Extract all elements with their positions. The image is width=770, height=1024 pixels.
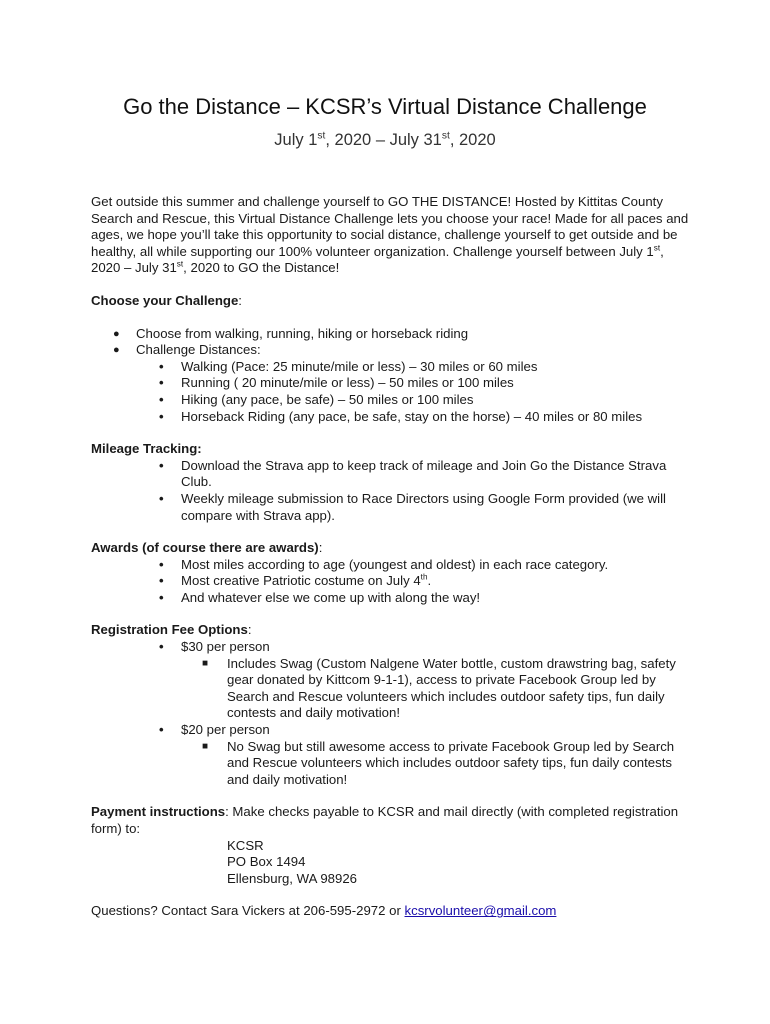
- distance-running: Running ( 20 minute/mile or less) – 50 miles or 100 miles: [181, 375, 514, 391]
- address-line: KCSR: [227, 837, 264, 853]
- list-item-text: Most miles according to age (youngest and oldest) in each race category.: [181, 556, 609, 572]
- fees-list: [91, 722, 691, 739]
- bullet-icon: ●: [113, 344, 120, 357]
- contact-line: [91, 903, 691, 920]
- list-item-text: Weekly mileage submission to Race Directors using Google Form provided (we will compare with Strava app).: [181, 490, 666, 523]
- fees-heading: Registration Fee Options:: [91, 622, 252, 638]
- list-item-text: Choose from walking, running, hiking or horseback riding: [136, 325, 469, 341]
- list-item: [91, 458, 691, 491]
- distance-list: [91, 359, 691, 425]
- intro-sup-1: st: [653, 243, 661, 253]
- fee-detail-list: [91, 739, 691, 789]
- tracking-heading: Mileage Tracking:: [91, 441, 202, 457]
- list-item: [91, 491, 691, 524]
- page-title: Go the Distance – KCSR’s Virtual Distance Challenge: [123, 94, 647, 119]
- content: [91, 194, 691, 920]
- tracking-list: [91, 458, 691, 524]
- list-item: [91, 342, 691, 359]
- distance-hiking: Hiking (any pace, be safe) – 50 miles or 100 miles: [181, 391, 474, 407]
- date-end: , 2020: [449, 131, 496, 149]
- list-item: [91, 359, 691, 376]
- awards-heading: Awards (of course there are awards):: [91, 540, 323, 556]
- bullet-icon: •: [159, 391, 164, 407]
- list-item: [91, 722, 691, 739]
- bullet-icon: •: [159, 589, 164, 605]
- bullet-icon: •: [159, 408, 164, 424]
- date-mid: , 2020 – July 31: [325, 131, 442, 149]
- bullet-icon: ●: [113, 327, 120, 340]
- intro-text-2: , 2020 – July 31: [91, 243, 664, 276]
- date-range: [0, 130, 770, 150]
- list-item: [91, 573, 691, 590]
- email-link[interactable]: kcsrvolunteer@gmail.com: [404, 903, 557, 919]
- address-line: PO Box 1494: [227, 854, 306, 870]
- intro-paragraph: [91, 194, 691, 277]
- fee-option-30: $30 per person: [181, 639, 270, 655]
- fee-option-20: $20 per person: [181, 722, 270, 738]
- challenge-list: [91, 326, 691, 359]
- contact-text: Questions? Contact Sara Vickers at 206-595-2972 or: [91, 903, 405, 919]
- date-end-suffix: st: [441, 130, 450, 142]
- bullet-icon: •: [159, 490, 164, 506]
- distance-walking: Walking (Pace: 25 minute/mile or less) – 30 miles or 60 miles: [181, 358, 538, 374]
- bullet-icon: •: [159, 375, 164, 391]
- mailing-address: [91, 838, 691, 888]
- payment-instructions: [91, 804, 691, 837]
- list-item-text: And whatever else we come up with along the way!: [181, 589, 481, 605]
- payment-text: : Make checks payable to KCSR and mail directly (with completed registration form) to:: [91, 804, 679, 836]
- list-item-text: Challenge Distances:: [136, 342, 261, 358]
- address-line: Ellensburg, WA 98926: [227, 870, 358, 886]
- challenge-heading: Choose your Challenge:: [91, 292, 242, 308]
- list-item: [91, 409, 691, 426]
- square-bullet-icon: ■: [202, 657, 209, 669]
- list-item: [91, 739, 691, 789]
- list-item: [91, 590, 691, 607]
- square-bullet-icon: ■: [202, 740, 209, 752]
- payment-label: Payment instructions: [91, 804, 226, 820]
- list-item: [91, 557, 691, 574]
- ordinal-suffix: th: [420, 572, 428, 582]
- bullet-icon: •: [159, 556, 164, 572]
- intro-text-1: Get outside this summer and challenge yourself to GO THE DISTANCE! Hosted by Kittitas County Search and Rescue, this Virtual Distance Challenge lets you choose your race! Made for all paces and ages, we hope you’ll take this opportunity to social distance, challenge yourself to get outside and be healthy, all while supporting our 100% volunteer organization. Challenge yourself between July 1: [91, 194, 689, 259]
- bullet-icon: •: [159, 358, 164, 374]
- distance-horseback: Horseback Riding (any pace, be safe, stay on the horse) – 40 miles or 80 miles: [181, 408, 643, 424]
- list-item: [91, 392, 691, 409]
- intro-sup-2: st: [176, 259, 184, 269]
- list-item: [91, 639, 691, 656]
- fee-option-30-detail: Includes Swag (Custom Nalgene Water bottle, custom drawstring bag, safety gear donated by Kittcom 9-1-1), access to private Facebook Group led by Search and Rescue volunteers which includes outdoor safety tips, fun daily contests and daily motivation!: [227, 655, 676, 721]
- awards-list: [91, 557, 691, 607]
- list-item-text: Download the Strava app to keep track of mileage and Join Go the Distance Strava Club.: [181, 457, 667, 490]
- bullet-icon: •: [159, 639, 164, 655]
- list-item: [91, 375, 691, 392]
- fee-detail-list: [91, 656, 691, 722]
- bullet-icon: •: [159, 457, 164, 473]
- list-item-end: .: [427, 573, 432, 589]
- list-item-text: Most creative Patriotic costume on July 4: [181, 573, 421, 589]
- bullet-icon: •: [159, 722, 164, 738]
- fee-option-20-detail: No Swag but still awesome access to private Facebook Group led by Search and Rescue volunteers which includes outdoor safety tips, fun daily contests and daily motivation!: [227, 738, 675, 787]
- list-item: [91, 656, 691, 722]
- list-item: [91, 326, 691, 343]
- bullet-icon: •: [159, 573, 164, 589]
- awards-heading-text: Awards (of course there are awards): [91, 540, 319, 556]
- challenge-heading-text: Choose your Challenge: [91, 292, 239, 308]
- date-start: July 1: [274, 131, 318, 149]
- fees-heading-text: Registration Fee Options: [91, 622, 248, 638]
- date-start-suffix: st: [317, 130, 326, 142]
- intro-text-3: , 2020 to GO the Distance!: [183, 260, 340, 276]
- fees-list: [91, 639, 691, 656]
